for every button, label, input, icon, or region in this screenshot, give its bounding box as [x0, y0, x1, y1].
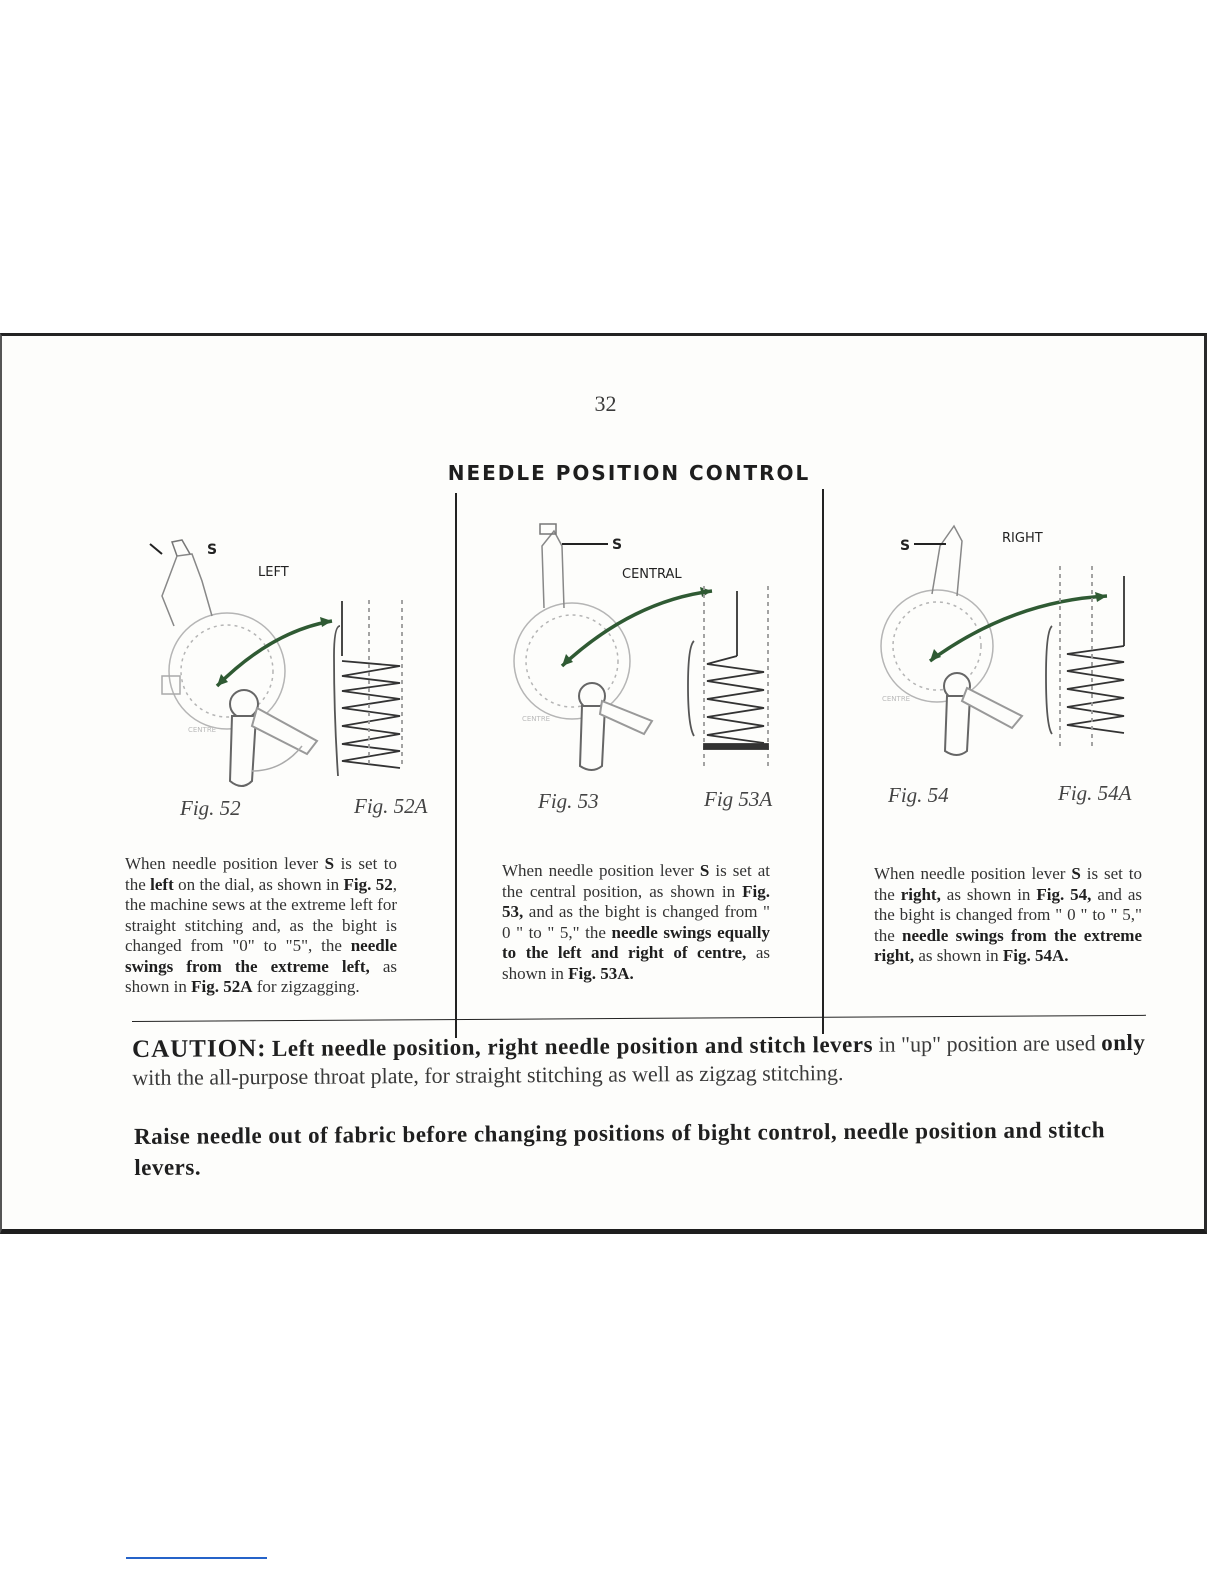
dial-centre-text: CENTRE: [188, 726, 217, 734]
needle-position-dial: [881, 526, 993, 702]
zigzag-pattern-53a: [688, 586, 768, 766]
column-text-left: When needle position lever S is set to the left on the dial, as shown in Fig. 52, the machine sews at the extreme left for straight stitching and, as the bight is changed from "0" to "5", the needle swings from the extreme left, as shown in Fig. 52A for zigzagging.: [125, 854, 397, 996]
section-title: NEEDLE POSITION CONTROL: [447, 461, 811, 485]
figure-54-right: [862, 506, 1152, 776]
zigzag-pattern-54a: [1046, 566, 1124, 746]
figure-caption-53: Fig. 53: [538, 789, 599, 813]
figure-caption-54a: Fig. 54A: [1058, 781, 1132, 805]
page-number: 32: [594, 391, 617, 416]
figure-52-drawing: [122, 536, 442, 796]
needle-position-dial: [514, 524, 630, 719]
position-label-right: RIGHT: [1002, 531, 1043, 546]
caution-heading: CAUTION:: [132, 1035, 267, 1063]
svg-text:CENTRE: CENTRE: [882, 695, 911, 703]
zigzag-pattern-52a: [334, 600, 402, 776]
position-label-central: CENTRAL: [622, 567, 682, 582]
figure-53-central: [502, 516, 802, 786]
figure-53-drawing: [502, 516, 802, 786]
figure-caption-52: Fig. 52: [180, 796, 241, 820]
lever-label-s: S: [207, 542, 218, 558]
lever-label-s: S: [612, 537, 623, 553]
lever-label-s: S: [900, 538, 911, 554]
column-text-central: When needle position lever S is set at the central position, as shown in Fig. 53, and as the bight is changed from " 0 " to " 5," the needle swings equally to the left and right of centre, as shown in Fig. 53A.: [502, 861, 770, 983]
column-text-right: When needle position lever S is set to the right, as shown in Fig. 54, and as the bight is changed from " 0 " to " 5," the needle swings from the extreme right, as shown in Fig. 54A.: [874, 864, 1142, 965]
column-divider-1: [455, 493, 457, 1038]
figure-52-left: [122, 536, 442, 796]
caution-paragraph: CAUTION: Left needle position, right needle position and stitch levers in "up" position are used only with the all-purpose throat plate, for straight stitching as well as zigzag stitching.: [132, 1029, 1146, 1090]
svg-text:CENTRE: CENTRE: [522, 715, 551, 723]
footer-link-underline: [126, 1557, 267, 1559]
horizontal-rule: [132, 1015, 1146, 1022]
manual-page: [0, 333, 1207, 1234]
position-label-left: LEFT: [258, 565, 289, 580]
stitch-lever-drawing: [579, 683, 652, 770]
swing-arrow: [217, 621, 332, 686]
figure-caption-53a: Fig 53A: [704, 787, 773, 811]
stitch-lever-drawing: [944, 673, 1022, 755]
column-divider-2: [822, 489, 824, 1034]
warning-paragraph: Raise needle out of fabric before changing positions of bight control, needle position and stitch levers.: [134, 1117, 1106, 1180]
figure-54-drawing: [862, 506, 1152, 776]
figure-caption-52a: Fig. 52A: [354, 794, 428, 818]
figure-caption-54: Fig. 54: [888, 783, 949, 807]
